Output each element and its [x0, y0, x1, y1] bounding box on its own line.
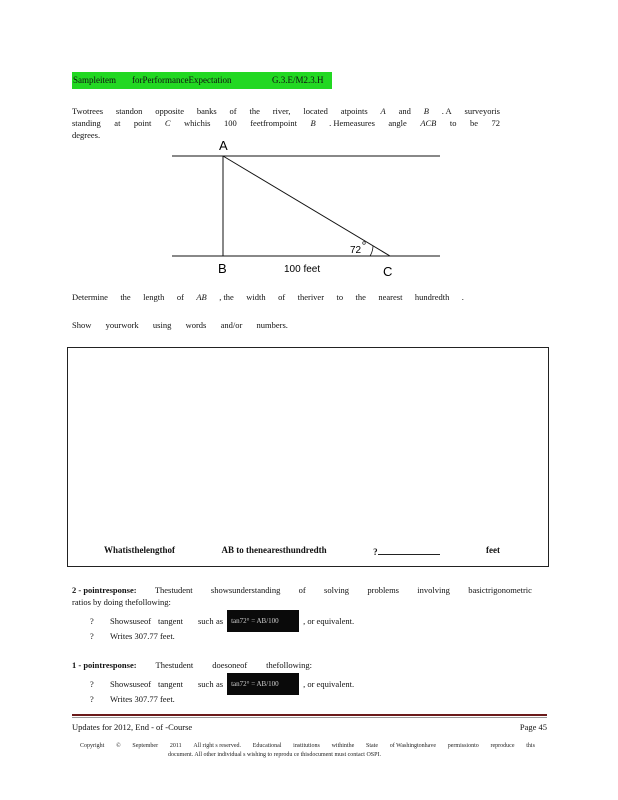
- word: B: [310, 118, 316, 128]
- word: C: [164, 118, 171, 128]
- bullet-icon: ?: [90, 679, 94, 689]
- word: of Washingtonhave: [389, 743, 436, 749]
- word: using: [152, 320, 172, 330]
- answer-unit: feet: [486, 545, 500, 555]
- two-point-response: [72, 584, 532, 608]
- word: withinthe: [331, 743, 355, 749]
- bullet-text: tangent: [158, 616, 184, 626]
- footer-updates: Updates for 2012, End - of -Course: [72, 722, 193, 732]
- answer-prompt-mid: AB to thenearesthundredth: [221, 545, 327, 555]
- bullet-icon: ?: [90, 694, 94, 704]
- problem-line-3: degrees.: [72, 130, 101, 140]
- word: A: [380, 106, 386, 116]
- bullet-text: Showsuseof: [110, 679, 152, 689]
- word: of: [298, 585, 306, 595]
- word: numbers.: [256, 320, 288, 330]
- word: at: [114, 118, 121, 128]
- word: surveyoris: [464, 106, 500, 116]
- word: 72: [491, 118, 500, 128]
- word: ©: [116, 743, 121, 749]
- word: showsunderstanding: [210, 585, 281, 595]
- word: river,: [272, 106, 291, 116]
- bullet-text: , or equivalent.: [303, 679, 355, 689]
- word: banks: [196, 106, 217, 116]
- one-point-line-1: [72, 659, 312, 671]
- word: of: [229, 106, 237, 116]
- segment-ac: [223, 156, 390, 256]
- one-point-bullet-2: [90, 694, 175, 704]
- word: nearest: [378, 292, 403, 302]
- word: and: [398, 106, 411, 116]
- word: reproduce: [490, 743, 515, 749]
- two-point-bullet-2: [90, 631, 175, 641]
- word: , the: [219, 292, 234, 302]
- word: to: [336, 292, 344, 302]
- word: solving: [324, 585, 350, 595]
- word: feetfrompoint: [250, 118, 297, 128]
- answer-blank-group: [373, 545, 440, 557]
- label-point-c: C: [383, 264, 393, 279]
- word: .: [461, 292, 464, 302]
- word: Educational: [252, 743, 282, 749]
- word: whichis: [184, 118, 211, 128]
- word: problems: [367, 585, 399, 595]
- footer-rule-thin: [72, 717, 547, 718]
- word: standing: [72, 118, 101, 128]
- bullet-text: Writes 307.77 feet.: [110, 631, 175, 641]
- word: . Hemeasures: [329, 118, 375, 128]
- word: point: [133, 118, 152, 128]
- word: angle: [388, 118, 407, 128]
- header-code: G.3.E/M2.3.H: [272, 75, 324, 85]
- word: doesoneof: [212, 660, 248, 670]
- word: Twotrees: [72, 106, 104, 116]
- river-diagram: [0, 0, 618, 300]
- word: State: [366, 743, 379, 749]
- word: September: [132, 743, 159, 749]
- bullet-icon: ?: [90, 631, 94, 641]
- two-point-line-2: ratios by doing thefollowing:: [72, 597, 171, 607]
- two-point-bullet-1: [90, 610, 354, 632]
- word: involving: [417, 585, 450, 595]
- word: ACB: [420, 118, 437, 128]
- word: hundredth: [414, 292, 450, 302]
- footer-rule: [72, 714, 547, 716]
- word: be: [469, 118, 478, 128]
- answer-question-mark: ?: [373, 547, 378, 557]
- word: permissionto: [447, 743, 479, 749]
- word: width: [246, 292, 266, 302]
- word: institutions: [293, 743, 320, 749]
- word: of: [278, 292, 286, 302]
- bullet-icon: ?: [90, 616, 94, 626]
- word: Thestudent: [155, 660, 194, 670]
- one-point-bullet-1: [90, 673, 354, 695]
- word: Determine: [72, 292, 108, 302]
- word: located: [303, 106, 328, 116]
- answer-blank[interactable]: [378, 545, 440, 555]
- word: basictrigonometric: [468, 585, 532, 595]
- bullet-text: such: [198, 616, 214, 626]
- word: 2011: [169, 743, 182, 749]
- answer-prompt: [104, 545, 500, 557]
- word: and/or: [220, 320, 243, 330]
- word: atpoints: [340, 106, 368, 116]
- one-point-response: [72, 659, 312, 671]
- bullet-text: as: [216, 679, 224, 689]
- word: this: [526, 743, 535, 749]
- copyright-notice: [80, 742, 535, 760]
- page-footer: [72, 722, 547, 732]
- word: 100: [223, 118, 237, 128]
- bullet-text: as: [216, 616, 224, 626]
- show-work-instruction: [72, 320, 288, 330]
- angle-arc: [370, 246, 373, 256]
- bullet-text: Writes 307.77 feet.: [110, 694, 175, 704]
- bullet-text: tangent: [158, 679, 184, 689]
- header-label-performance: forPerformanceExpectation: [132, 75, 232, 85]
- word: thefollowing:: [266, 660, 312, 670]
- word: to: [449, 118, 457, 128]
- word: . A: [441, 106, 452, 116]
- word: AB: [196, 292, 207, 302]
- word: the: [120, 292, 131, 302]
- degree-icon: [363, 242, 366, 245]
- word: of: [176, 292, 184, 302]
- bullet-text: such: [198, 679, 214, 689]
- word: Thestudent: [154, 585, 193, 595]
- copyright-line-1: [80, 742, 535, 751]
- determine-instruction: [72, 292, 464, 302]
- response-title: 1 - pointresponse:: [72, 660, 137, 670]
- response-title: 2 - pointresponse:: [72, 585, 137, 595]
- two-point-line-1: [72, 584, 532, 596]
- word: theriver: [297, 292, 325, 302]
- word: the: [355, 292, 366, 302]
- label-point-a: A: [219, 138, 228, 153]
- word: Copyright: [80, 743, 105, 749]
- word: standon: [115, 106, 143, 116]
- bullet-text: Showsuseof: [110, 616, 152, 626]
- word: B: [423, 106, 429, 116]
- angle-label: 72: [350, 245, 362, 256]
- footer-page-number: Page 45: [519, 722, 547, 732]
- answer-prompt-prefix: Whatisthelengthof: [104, 545, 176, 555]
- word: opposite: [155, 106, 184, 116]
- formula-image: tan72° = AB/100: [227, 673, 299, 695]
- label-point-b: B: [218, 261, 227, 276]
- formula-image: tan72° = AB/100: [227, 610, 299, 632]
- word: All right s reserved.: [193, 743, 242, 749]
- distance-label: 100 feet: [284, 264, 321, 275]
- copyright-line-2: document. All other individual s wishing to reprodu ce thisdocument must contact OSPI.: [168, 752, 381, 758]
- word: Show: [72, 320, 92, 330]
- word: yourwork: [105, 320, 139, 330]
- work-answer-box[interactable]: [67, 347, 549, 567]
- word: length: [143, 292, 165, 302]
- word: words: [185, 320, 207, 330]
- word: the: [249, 106, 260, 116]
- bullet-text: , or equivalent.: [303, 616, 355, 626]
- header-label-sample-item: Sampleitem: [73, 75, 116, 85]
